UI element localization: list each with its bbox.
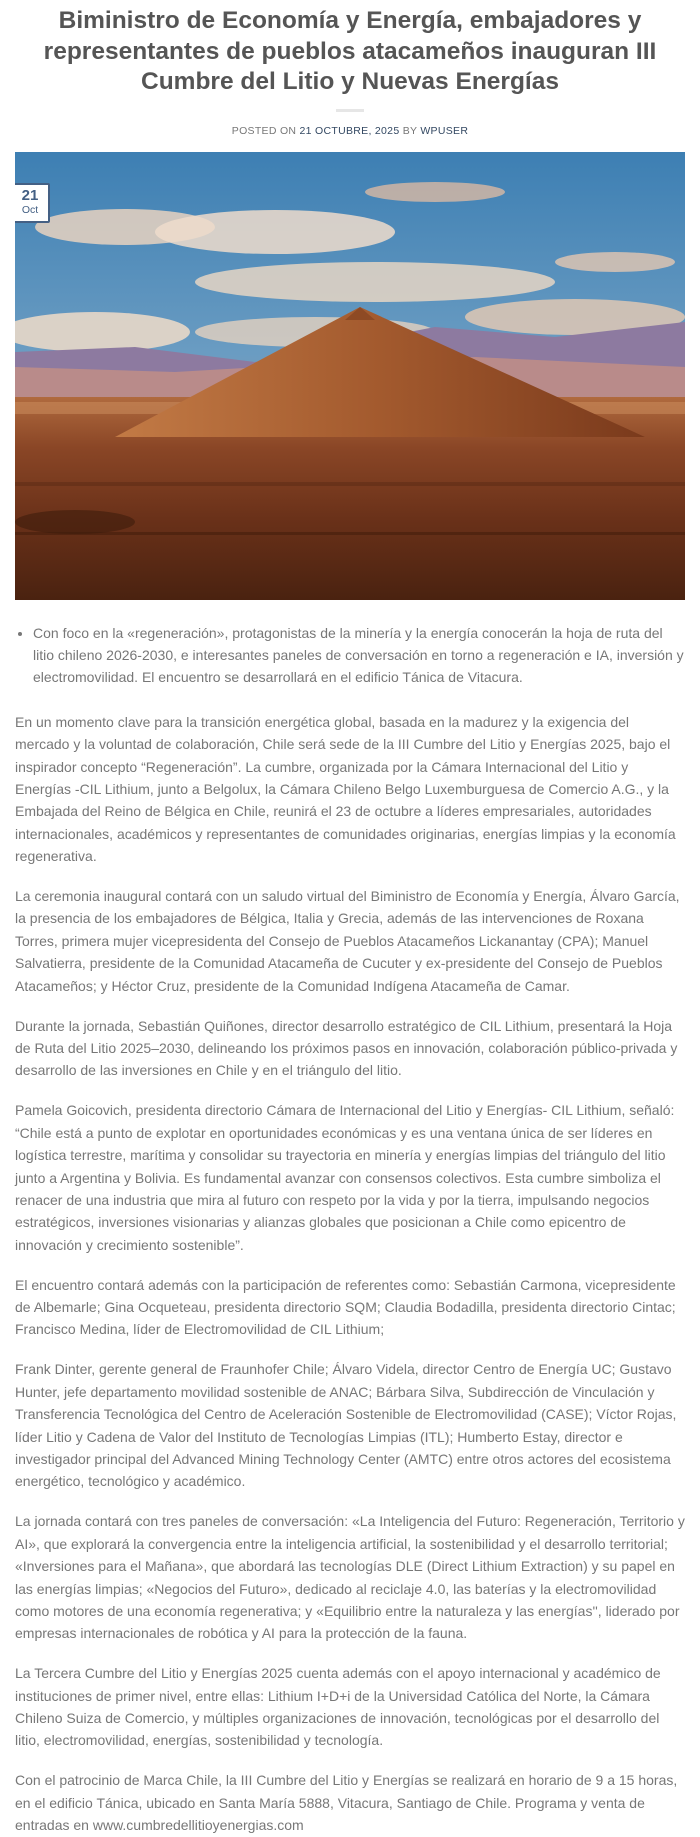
paragraph: Durante la jornada, Sebastián Quiñones, director desarrollo estratégico de CIL Lithium, presentará la Hoja de Ruta del Litio 2025–2030, delineando los próximos pasos en innovación, colaboración público-privada y desarrollo de las inversiones en Chile y en el triángulo del litio. — [15, 1017, 678, 1079]
article-title: Biministro de Economía y Energía, embajadores y representantes de pueblos atacameños inauguran III Cumbre del Litio y Nuevas Energías — [43, 7, 657, 95]
featured-image — [15, 152, 685, 600]
date-badge — [15, 183, 50, 223]
paragraph: Pamela Goicovich, presidenta directorio Cámara de Internacional del Litio y Energías- CIL Lithium, señaló: “Chile está a punto de explotar en oportunidades económicas y es una ventana única de ser líderes en logística terrestre, marítima y consolidar su trayectoria en minería y energías limpias del triángulo del litio junto a Argentina y Bolivia. Es fundamental avanzar con consensos colectivos. Esta cumbre simboliza el renacer de una industria que mira al futuro con respeto por la vida y por la tierra, impulsando negocios estratégicos, inversiones visionarias y alianzas globales que posicionan a Chile como epicentro de innovación y crecimiento sostenible”. — [15, 1102, 675, 1253]
badge-month: Oct — [21, 203, 39, 216]
summary-list — [15, 622, 685, 689]
post-meta — [15, 125, 685, 137]
volcano-landscape-image — [15, 152, 685, 600]
paragraph: Frank Dinter, gerente general de Fraunhofer Chile; Álvaro Videla, director Centro de Energía UC; Gustavo Hunter, jefe departamento movilidad sostenible de ANAC; Bárbara Silva, Subdirección de Vinculación y Transferencia Tecnológica del Centro de Aceleración Sostenible de Electromovilidad (CASE); Víctor Rojas, líder Litio y Cadena de Valor del Instituto de Tecnologías Limpias (ITL); Humberto Estay, director e investigador principal del Advanced Mining Technology Center (AMTC) entre otros actores del ecosistema energético, tecnológico y académico. — [15, 1361, 677, 1490]
title-divider — [336, 109, 364, 112]
badge-day: 21 — [21, 186, 39, 204]
summary-bullet: • Con foco en la «regeneración», protagonistas de la minería y la energía conocerán la hoja de ruta del litio chileno 2026-2030, e interesantes paneles de conversación en torno a regeneración e IA, inversión y electromovilidad. El encuentro se desarrollará en el edificio Tánica de Vitacura. — [33, 622, 685, 689]
author-link[interactable]: WPUSER — [420, 124, 469, 137]
by-label: BY — [402, 124, 418, 137]
posted-on-label: POSTED ON — [231, 124, 297, 137]
website-text: www.cumbredellitioyenergias.com — [92, 1817, 304, 1834]
post-date-link[interactable]: 21 OCTUBRE, 2025 — [299, 124, 400, 137]
paragraph: La jornada contará con tres paneles de conversación: «La Inteligencia del Futuro: Regeneración, Territorio y AI», que explorará la convergencia entre la inteligencia artificial, la sostenibilidad y el desarrollo territorial; «Inversiones para el Mañana», que abordará las tecnologías DLE (Direct Lithium Extraction) y su papel en las energías limpias; «Negocios del Futuro», dedicado al reciclaje 4.0, las baterías y la electromovilidad como motores de una economía regenerativa; y «Equilibrio entre la naturaleza y las energías'', liderado por empresas internacionales de robótica y AI para la protección de la fauna. — [15, 1513, 685, 1642]
article-body — [15, 622, 685, 1837]
paragraph: En un momento clave para la transición energética global, basada en la madurez y la exigencia del mercado y la voluntad de colaboración, Chile será sede de la III Cumbre del Litio y Energías 2025, bajo el inspirador concepto “Regeneración”. La cumbre, organizada por la Cámara Internacional del Litio y Energías -CIL Lithium, junto a Belgolux, la Cámara Chileno Belgo Luxemburguesa de Comercio A.G., y la Embajada del Reino de Bélgica en Chile, reunirá el 23 de octubre a líderes empresariales, autoridades internacionales, académicos y representantes de comunidades originarias, energías limpias y la economía regenerativa. — [15, 713, 676, 865]
paragraph: La ceremonia inaugural contará con un saludo virtual del Biministro de Economía y Energía, Álvaro García, la presencia de los embajadores de Bélgica, Italia y Grecia, además de las intervenciones de Roxana Torres, primera mujer vicepresidenta del Consejo de Pueblos Atacameños Lickanantay (CPA); Manuel Salvatierra, presidente de la Comunidad Atacameña de Cucuter y ex-presidente del Consejo de Pueblos Atacameños; y Héctor Cruz, presidente de la Comunidad Indígena Atacameña de Camar. — [15, 888, 680, 994]
closing-text: Con el patrocinio de Marca Chile, la III Cumbre del Litio y Energías se realizará en horario de 9 a 15 horas, en el edificio Tánica, ubicado en Santa María 5888, Vitacura, Santiago de Chile. Programa y venta de entradas en — [15, 1772, 678, 1834]
paragraph: El encuentro contará además con la participación de referentes como: Sebastián Carmona, vicepresidente de Albemarle; Gina Ocqueteau, presidenta directorio SQM; Claudia Bodadilla, presidenta directorio Cintac; Francisco Medina, líder de Electromovilidad de CIL Lithium; — [15, 1276, 676, 1338]
paragraph: La Tercera Cumbre del Litio y Energías 2025 cuenta además con el apoyo internacional y académico de instituciones de primer nivel, entre ellas: Lithium I+D+i de la Universidad Católica del Norte, la Cámara Chileno Suiza de Comercio, y múltiples organizaciones de innovación, tecnológicas por el desarrollo del litio, electromovilidad, energías, sostenibilidad y tecnología. — [15, 1665, 661, 1749]
closing-paragraph — [15, 1769, 685, 1836]
